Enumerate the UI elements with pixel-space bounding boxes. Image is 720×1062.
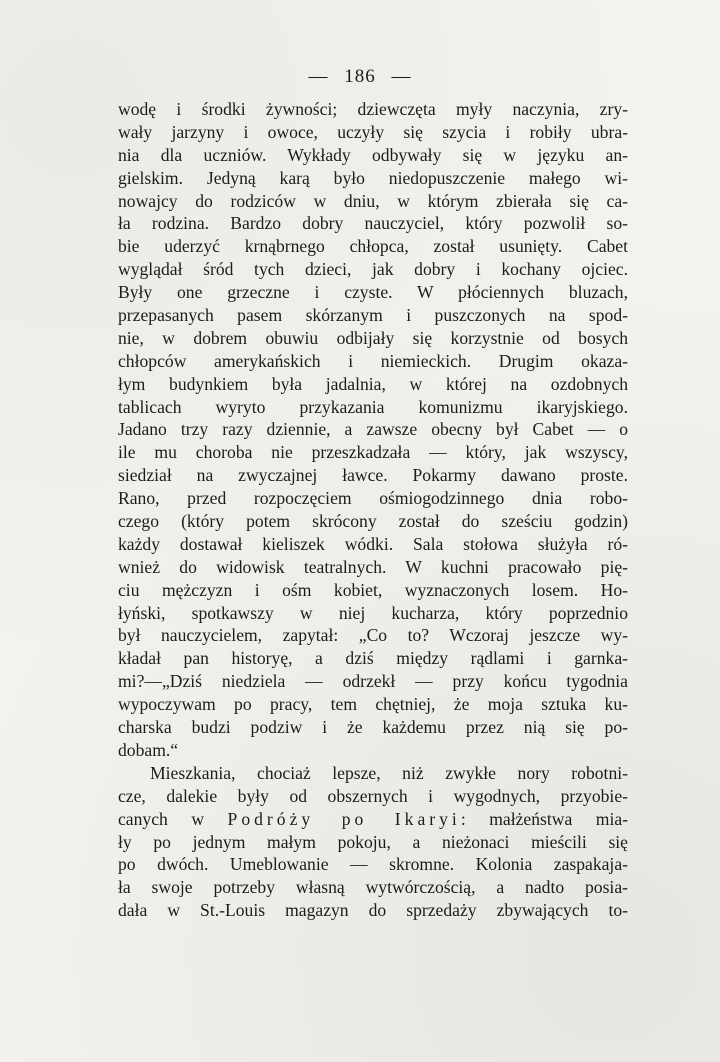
text-fragment: : małżeństwa mia- <box>460 808 628 829</box>
text-line: łym budynkiem była jadalnia, w której na ozdobnych <box>118 373 628 394</box>
text-line: przepasanych pasem skórzanym i puszczonych na spod- <box>118 305 628 326</box>
text-line: ły po jednym małym pokoju, a nieżonaci mieścili się <box>118 831 628 852</box>
text-line: nowajcy do rodziców w dniu, w którym zbierała się ca- <box>118 190 628 211</box>
text-line: po dwóch. Umeblowanie — skromne. Kolonia zaspakaja- <box>118 854 628 875</box>
text-line: wały jarzyny i owoce, uczyły się szycia i robiły ubra- <box>118 121 628 142</box>
text-line: wypoczywam po pracy, tem chętniej, że moja sztuka ku- <box>118 694 628 715</box>
book-title: Podróży po Ikaryi <box>227 808 461 829</box>
text-line: bie uderzyć krnąbrnego chłopca, został usunięty. Cabet <box>118 236 628 257</box>
text-line: ciu mężczyzn i ośm kobiet, wyznaczonych losem. Ho- <box>118 579 628 600</box>
text-line: mi?—„Dziś niedziela — odrzekł — przy końcu tygodnia <box>118 671 628 692</box>
text-line: ile mu choroba nie przeszkadzała — który, jak wszyscy, <box>118 442 628 463</box>
text-line: gielskim. Jedyną karą było niedopuszczenie małego wi- <box>118 167 628 188</box>
text-line: Jadano trzy razy dziennie, a zawsze obecny był Cabet — o <box>118 419 628 440</box>
text-line: był nauczycielem, zapytał: „Co to? Wczoraj jeszcze wy- <box>118 625 628 646</box>
text-line: czego (który potem skrócony został do sześciu godzin) <box>118 511 628 532</box>
header-dash-right: — <box>391 66 412 87</box>
text-line: ła rodzina. Bardzo dobry nauczyciel, który pozwolił so- <box>118 213 628 234</box>
text-line: każdy dostawał kieliszek wódki. Sala stołowa służyła ró- <box>118 533 628 554</box>
text-line: Rano, przed rozpoczęciem ośmiogodzinnego dnia robo- <box>118 488 628 509</box>
text-fragment: canych w <box>118 808 228 829</box>
text-line: dobam.“ <box>118 739 179 760</box>
paragraph-2 <box>118 762 628 922</box>
text-line: cze, dalekie były od obszernych i wygodnych, przyobie- <box>118 785 628 806</box>
text-line: kładał pan historyę, a dziś między rądlami i garnka- <box>118 648 628 669</box>
text-line: łyński, spotkawszy w niej kucharza, który poprzednio <box>118 602 628 623</box>
page-header <box>0 66 720 88</box>
text-line <box>118 808 628 831</box>
header-dash-left: — <box>308 66 329 87</box>
text-line: nia dla uczniów. Wykłady odbywały się w języku an- <box>118 144 628 165</box>
page-number: 186 <box>344 66 376 87</box>
text-line: ła swoje potrzeby własną wytwórczością, a nadto posia- <box>118 877 628 898</box>
text-line: wyglądał śród tych dzieci, jak dobry i kochany ojciec. <box>118 259 628 280</box>
text-line: charska budzi podziw i że każdemu przez nią się po- <box>118 717 628 738</box>
text-line: dała w St.-Louis magazyn do sprzedaży zbywających to- <box>118 900 628 921</box>
text-line: Mieszkania, chociaż lepsze, niż zwykłe nory robotni- <box>150 762 628 783</box>
text-line: siedział na zwyczajnej ławce. Pokarmy dawano proste. <box>118 465 628 486</box>
text-line: wodę i środki żywności; dziewczęta myły naczynia, zry- <box>118 99 628 119</box>
text-line: wnież do widowisk teatralnych. W kuchni pracowało pię- <box>118 556 628 577</box>
text-line: chłopców amerykańskich i niemieckich. Drugim okaza- <box>118 350 628 371</box>
paragraph-1 <box>118 98 628 762</box>
text-line: Były one grzeczne i czyste. W płóciennych bluzach, <box>118 282 628 303</box>
body-text <box>118 98 628 922</box>
text-line: tablicach wyryto przykazania komunizmu ikaryjskiego. <box>118 396 628 417</box>
text-line: nie, w dobrem obuwiu odbijały się korzystnie od bosych <box>118 327 628 348</box>
